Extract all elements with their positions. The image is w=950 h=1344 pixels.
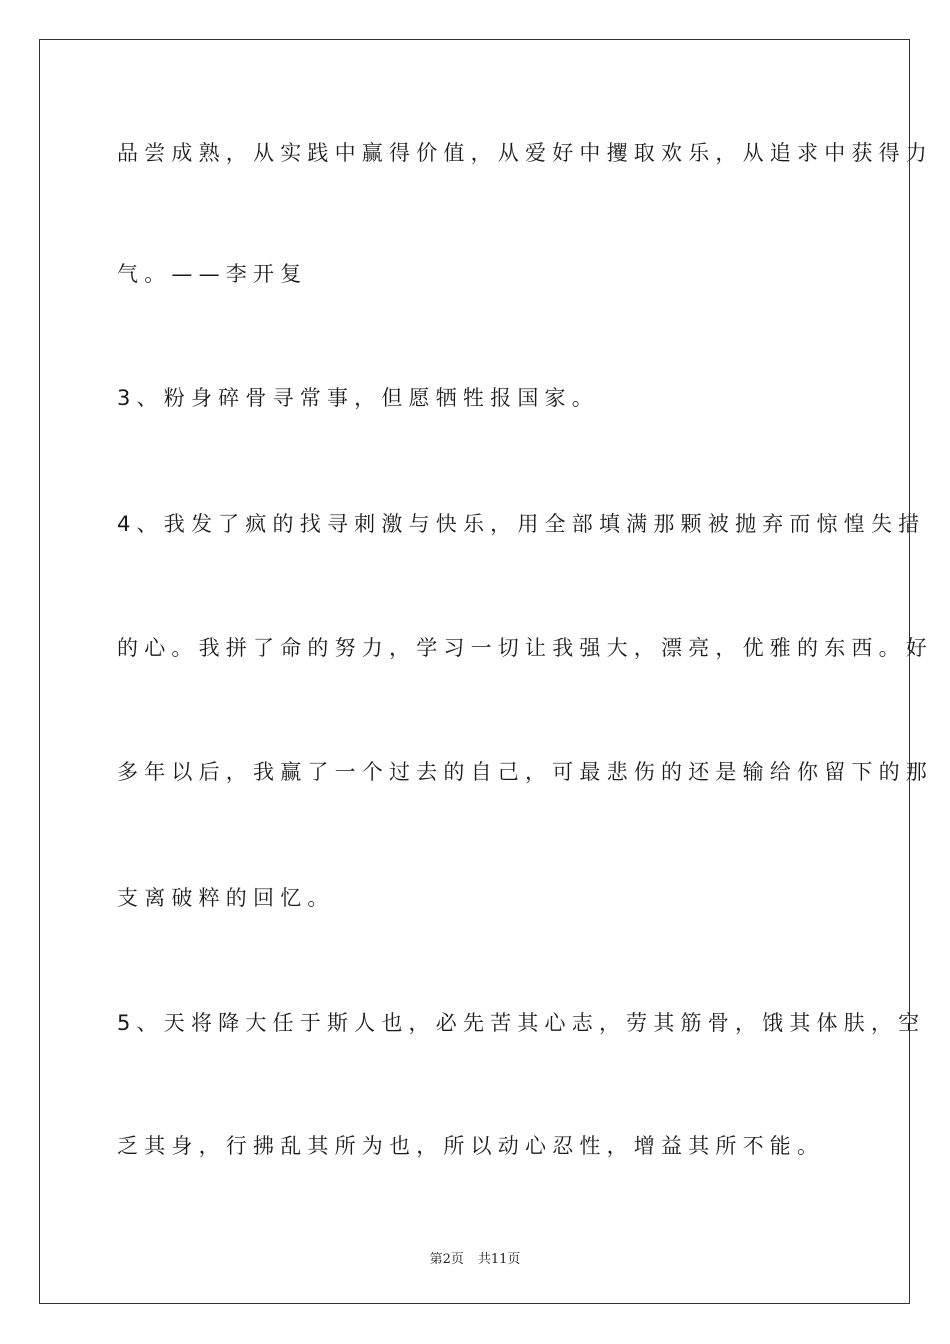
text-line: 品尝成熟，从实践中赢得价值，从爱好中攫取欢乐，从追求中获得力 (117, 141, 933, 165)
text-line: 乏其身，行拂乱其所为也，所以动心忍性，增益其所不能。 (117, 1134, 825, 1158)
page-frame (39, 39, 910, 1304)
text-line: 的心。我拼了命的努力，学习一切让我强大，漂亮，优雅的东西。好 (117, 636, 933, 660)
current-page-number: 第2页 (429, 1252, 464, 1267)
text-line: 多年以后，我赢了一个过去的自己，可最悲伤的还是输给你留下的那 (117, 760, 933, 784)
text-line: 气。——李开复 (117, 262, 308, 286)
total-pages: 共11页 (477, 1252, 521, 1267)
text-line: 4、我发了疯的找寻刺激与快乐，用全部填满那颗被抛弃而惊惶失措 (117, 512, 926, 536)
text-line: 支离破粹的回忆。 (117, 886, 335, 910)
text-line: 3、粉身碎骨寻常事，但愿牺牲报国家。 (117, 386, 599, 410)
text-line: 5、天将降大任于斯人也，必先苦其心志，劳其筋骨，饿其体肤，空 (117, 1011, 926, 1035)
page-footer (0, 1248, 950, 1267)
